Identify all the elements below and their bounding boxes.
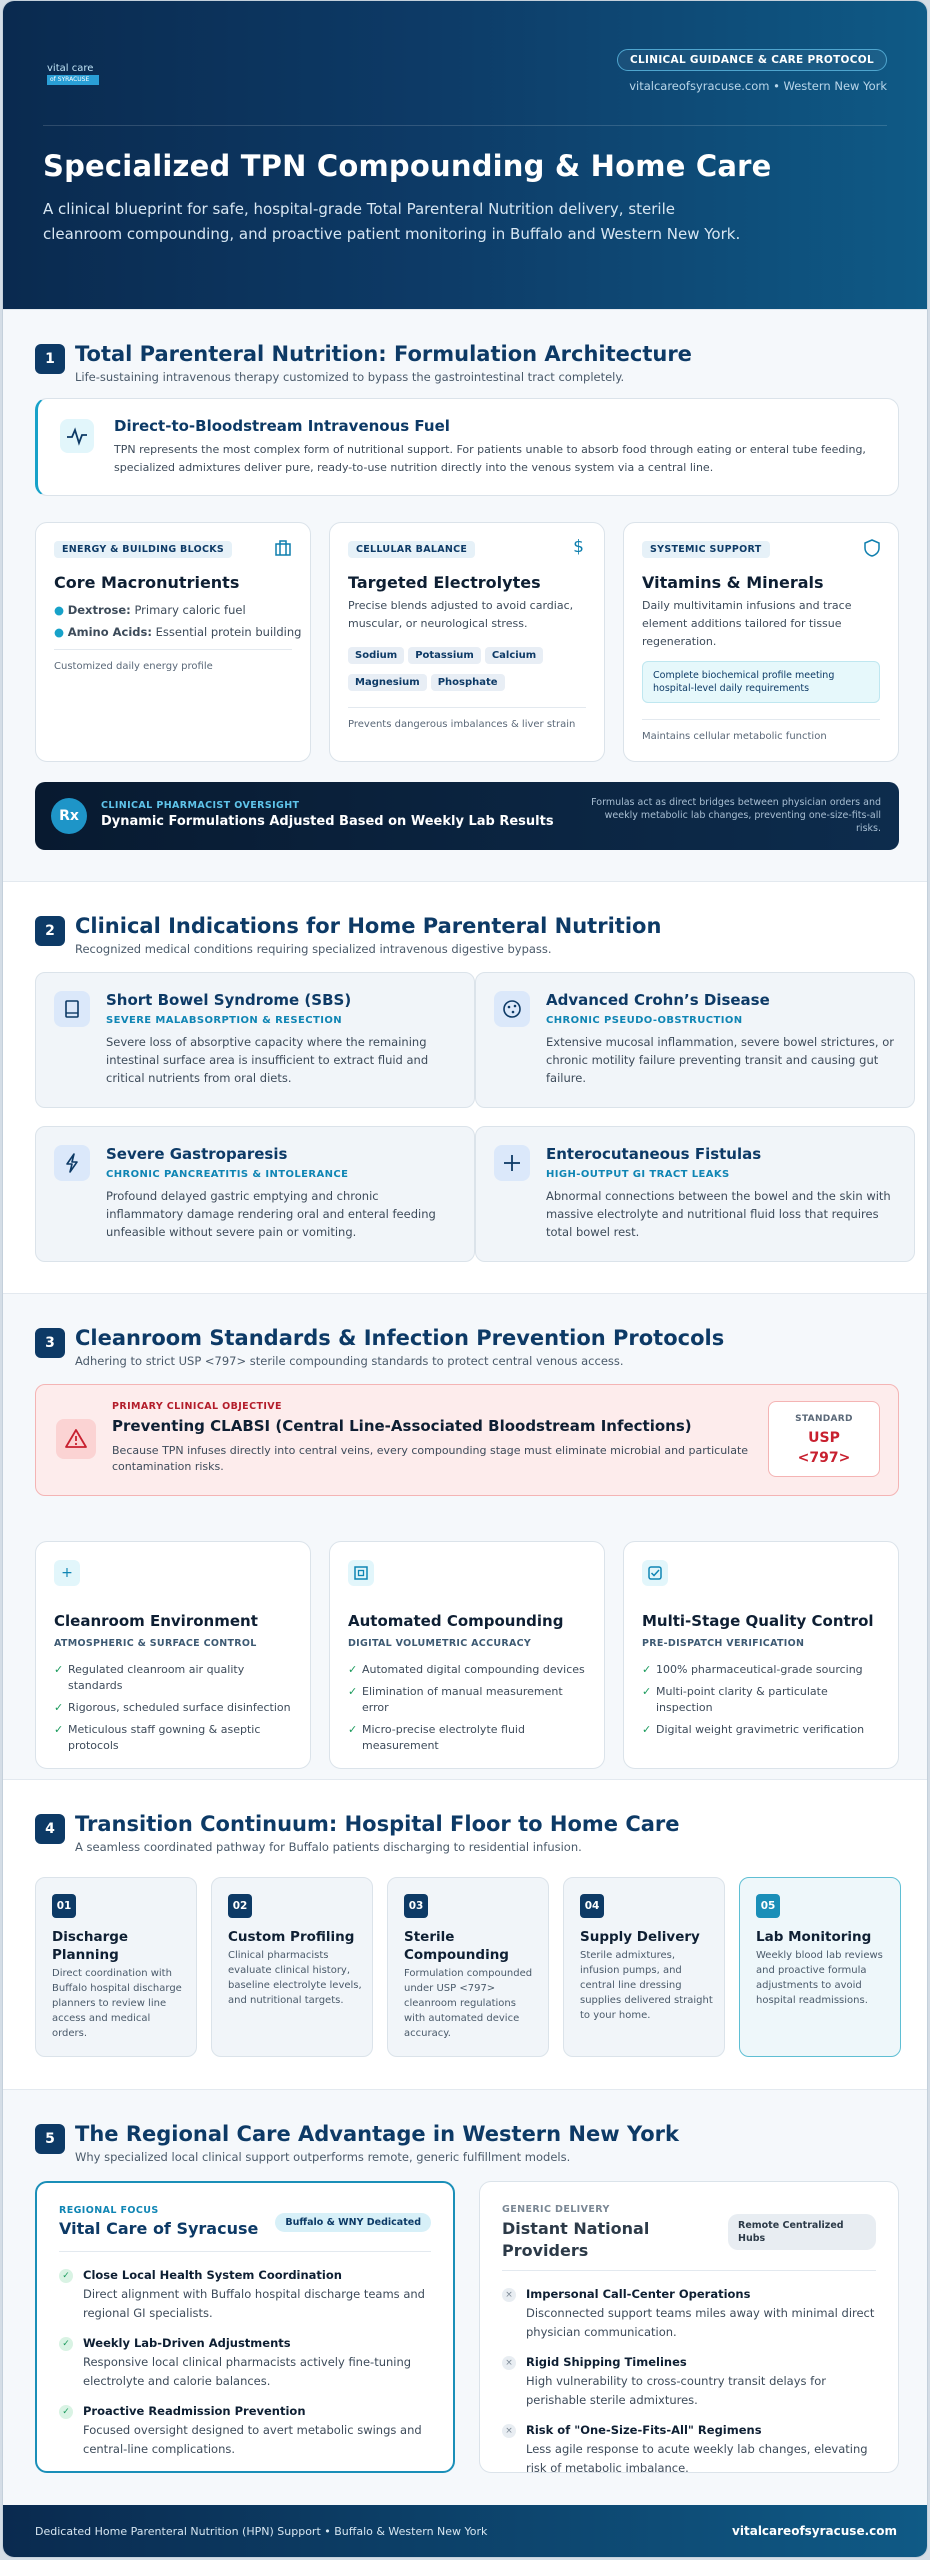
fuel-text: TPN represents the most complex form of nutritional support. For patients unable to absorb food through eating or enteral tube feeding, specialized admixtures deliver pure, ready-to-use nutrition directly into the venous system via a central line. bbox=[114, 443, 866, 474]
card-title: Distant National Providers bbox=[502, 2219, 650, 2260]
fuel-callout bbox=[35, 398, 899, 496]
checklist-item bbox=[348, 1662, 588, 1678]
advantage-item bbox=[59, 2403, 429, 2457]
card-tag: CELLULAR BALANCE bbox=[348, 541, 475, 558]
step-text: Sterile admixtures, infusion pumps, and central line dressing supplies delivered straight to your home. bbox=[580, 1950, 713, 2021]
indication-card-gastroparesis bbox=[35, 1126, 475, 1262]
card-subtitle: DIGITAL VOLUMETRIC ACCURACY bbox=[348, 1638, 532, 1649]
section-subtitle: Recognized medical conditions requiring specialized intravenous digestive bypass. bbox=[75, 942, 552, 956]
check-icon: ✓ bbox=[348, 1663, 358, 1676]
checklist bbox=[348, 1662, 588, 1760]
item-text: Focused oversight designed to avert metabolic swings and central-line complications. bbox=[83, 2423, 422, 2456]
step-text: Formulation compounded under USP <797> cleanroom regulations with automated device accuracy. bbox=[404, 1968, 533, 2039]
check-icon: ✓ bbox=[54, 1701, 64, 1714]
standard-badge bbox=[768, 1401, 880, 1477]
section-number: 4 bbox=[35, 1814, 65, 1844]
card-footnote: Customized daily energy profile bbox=[54, 661, 213, 672]
item-text: Less agile response to acute weekly lab changes, elevating risk of metabolic imbalance. bbox=[526, 2442, 868, 2475]
cookie-icon bbox=[494, 991, 530, 1027]
macro-value: Primary caloric fuel bbox=[134, 603, 246, 617]
step-card bbox=[563, 1877, 725, 2057]
section-subtitle: Why specialized local clinical support outperforms remote, generic fulfillment models. bbox=[75, 2150, 571, 2164]
section-number: 1 bbox=[35, 344, 65, 374]
footer-site-link[interactable]: vitalcareofsyracuse.com bbox=[732, 2524, 897, 2538]
indication-subtitle: HIGH-OUTPUT GI TRACT LEAKS bbox=[546, 1169, 730, 1180]
card-tag: SYSTEMIC SUPPORT bbox=[642, 541, 770, 558]
dedicated-badge: Buffalo & WNY Dedicated bbox=[275, 2213, 431, 2232]
step-number: 01 bbox=[52, 1894, 76, 1918]
cleanroom-environment-card bbox=[35, 1541, 311, 1769]
checklist-item bbox=[54, 1662, 294, 1694]
standard-label: STANDARD bbox=[795, 1414, 853, 1424]
section-formulation bbox=[3, 309, 928, 881]
chip: Sodium bbox=[348, 647, 404, 664]
book-icon bbox=[54, 991, 90, 1027]
x-icon: × bbox=[502, 2356, 516, 2370]
check-square-icon bbox=[642, 1560, 668, 1586]
vitamins-card bbox=[623, 522, 899, 762]
plus-icon: + bbox=[54, 1560, 80, 1586]
dollar-icon: $ bbox=[573, 537, 584, 557]
indication-subtitle: CHRONIC PSEUDO-OBSTRUCTION bbox=[546, 1015, 743, 1026]
banner-kicker: CLINICAL PHARMACIST OVERSIGHT bbox=[101, 800, 300, 811]
checklist bbox=[642, 1662, 882, 1744]
bolt-icon bbox=[54, 1145, 90, 1181]
card-title: Automated Compounding bbox=[348, 1612, 564, 1630]
card-kicker: REGIONAL FOCUS bbox=[59, 2205, 159, 2216]
item-text: Disconnected support teams miles away with minimal direct physician communication. bbox=[526, 2306, 875, 2339]
check-icon: ✓ bbox=[54, 1723, 64, 1736]
check-icon: ✓ bbox=[59, 2405, 73, 2419]
pulse-icon bbox=[60, 419, 94, 453]
step-text: Clinical pharmacists evaluate clinical history, baseline electrolyte levels, and nutritional targets. bbox=[228, 1950, 362, 2006]
step-card bbox=[211, 1877, 373, 2057]
checklist-text: Micro-precise electrolyte fluid measurement bbox=[362, 1723, 525, 1752]
divider bbox=[59, 2251, 431, 2252]
item-title: Weekly Lab-Driven Adjustments bbox=[83, 2336, 291, 2350]
step-card bbox=[387, 1877, 549, 2057]
disadvantage-item bbox=[502, 2354, 882, 2408]
step-number: 03 bbox=[404, 1894, 428, 1918]
card-tag: ENERGY & BUILDING BLOCKS bbox=[54, 541, 232, 558]
section-subtitle: Adhering to strict USP <797> sterile compounding standards to protect central venous access. bbox=[75, 1354, 624, 1368]
card-kicker: GENERIC DELIVERY bbox=[502, 2204, 610, 2215]
check-icon: ✓ bbox=[54, 1663, 64, 1676]
macronutrients-card bbox=[35, 522, 311, 762]
indication-title: Severe Gastroparesis bbox=[106, 1145, 288, 1163]
card-title: Vitamins & Minerals bbox=[642, 573, 824, 592]
item-text: Responsive local clinical pharmacists actively fine-tuning electrolyte and calorie balances. bbox=[83, 2355, 412, 2388]
item-text: Direct alignment with Buffalo hospital discharge teams and regional GI specialists. bbox=[83, 2287, 425, 2320]
card-title: Core Macronutrients bbox=[54, 573, 240, 592]
chip: Magnesium bbox=[348, 674, 427, 691]
disadvantage-item bbox=[502, 2422, 882, 2476]
checklist-item bbox=[54, 1700, 294, 1716]
macro-item-amino: ● Amino Acids: Essential protein building bbox=[54, 625, 302, 639]
indication-text: Abnormal connections between the bowel and the skin with massive electrolyte and nutritional fluid loss that requires total bowel rest. bbox=[546, 1189, 891, 1239]
divider bbox=[642, 719, 880, 720]
section-subtitle: Life-sustaining intravenous therapy customized to bypass the gastrointestinal tract completely. bbox=[75, 370, 625, 384]
checklist-text: Regulated cleanroom air quality standards bbox=[68, 1663, 245, 1692]
check-icon: ✓ bbox=[59, 2337, 73, 2351]
advantage-list bbox=[59, 2267, 429, 2471]
check-icon: ✓ bbox=[642, 1663, 652, 1676]
item-title: Close Local Health System Coordination bbox=[83, 2268, 342, 2282]
section-title: Cleanroom Standards & Infection Prevention Protocols bbox=[75, 1326, 725, 1350]
step-text: Direct coordination with Buffalo hospital discharge planners to review line access and medical orders. bbox=[52, 1968, 182, 2039]
section-title: The Regional Care Advantage in Western New York bbox=[75, 2122, 679, 2146]
indication-title: Short Bowel Syndrome (SBS) bbox=[106, 991, 352, 1009]
alert-text: Because TPN infuses directly into central veins, every compounding stage must eliminate microbial and particulate contamination risks. bbox=[112, 1444, 749, 1473]
local-provider-card bbox=[35, 2181, 455, 2473]
check-icon: ✓ bbox=[642, 1723, 652, 1736]
page bbox=[2, 0, 928, 2558]
macro-item-dextrose: ● Dextrose: Primary caloric fuel bbox=[54, 603, 246, 617]
checklist-item bbox=[642, 1662, 882, 1678]
clabsi-alert bbox=[35, 1384, 899, 1496]
card-footnote: Maintains cellular metabolic function bbox=[642, 731, 827, 742]
card-footnote: Prevents dangerous imbalances & liver strain bbox=[348, 719, 576, 730]
checklist-text: Digital weight gravimetric verification bbox=[656, 1723, 865, 1736]
card-subtitle: PRE-DISPATCH VERIFICATION bbox=[642, 1638, 805, 1649]
section-number: 3 bbox=[35, 1328, 65, 1358]
national-provider-card bbox=[479, 2181, 899, 2473]
check-icon: ✓ bbox=[348, 1685, 358, 1698]
section-subtitle: A seamless coordinated pathway for Buffalo patients discharging to residential infusion. bbox=[75, 1840, 582, 1854]
advantage-item bbox=[59, 2335, 429, 2389]
section-title: Transition Continuum: Hospital Floor to Home Care bbox=[75, 1812, 680, 1836]
automated-compounding-card bbox=[329, 1541, 605, 1769]
hero-site-link[interactable]: vitalcareofsyracuse.com • Western New York bbox=[629, 79, 887, 93]
card-title: Vital Care of Syracuse bbox=[59, 2219, 259, 2238]
checklist-text: 100% pharmaceutical-grade sourcing bbox=[656, 1663, 863, 1676]
divider bbox=[502, 2270, 876, 2271]
step-number: 04 bbox=[580, 1894, 604, 1918]
building-icon bbox=[274, 539, 292, 561]
macro-label: Dextrose: bbox=[67, 603, 131, 617]
standard-value: USP <797> bbox=[797, 1430, 851, 1466]
checklist-text: Meticulous staff gowning & aseptic protocols bbox=[68, 1723, 261, 1752]
alert-kicker: PRIMARY CLINICAL OBJECTIVE bbox=[112, 1401, 282, 1412]
shield-icon bbox=[864, 539, 880, 561]
card-title: Cleanroom Environment bbox=[54, 1612, 258, 1630]
check-icon: ✓ bbox=[348, 1723, 358, 1736]
checklist-text: Multi-point clarity & particulate inspection bbox=[656, 1685, 828, 1714]
step-title: Lab Monitoring bbox=[756, 1929, 872, 1945]
advantage-item bbox=[59, 2267, 429, 2321]
section-title: Clinical Indications for Home Parenteral Nutrition bbox=[75, 914, 662, 938]
section-number: 5 bbox=[35, 2124, 65, 2154]
indication-card-sbs bbox=[35, 972, 475, 1108]
step-card bbox=[35, 1877, 197, 2057]
x-icon: × bbox=[502, 2424, 516, 2438]
divider bbox=[348, 707, 586, 708]
indication-title: Enterocutaneous Fistulas bbox=[546, 1145, 762, 1163]
disadvantage-list bbox=[502, 2286, 882, 2490]
quality-control-card bbox=[623, 1541, 899, 1769]
step-text: Weekly blood lab reviews and proactive formula adjustments to avoid hospital readmissions. bbox=[756, 1950, 883, 2006]
banner-text: Formulas act as direct bridges between physician orders and weekly metabolic lab changes, preventing one-size-fits-all risks. bbox=[591, 797, 881, 834]
card-subtitle: ATMOSPHERIC & SURFACE CONTROL bbox=[54, 1638, 257, 1649]
logo-subtext: of SYRACUSE bbox=[47, 75, 99, 85]
step-number: 05 bbox=[756, 1894, 780, 1918]
footer-text: Dedicated Home Parenteral Nutrition (HPN) Support • Buffalo & Western New York bbox=[35, 2525, 488, 2538]
requirements-note: Complete biochemical profile meeting hospital-level daily requirements bbox=[642, 661, 880, 703]
checklist-item bbox=[348, 1684, 588, 1716]
chip: Calcium bbox=[485, 647, 543, 664]
logo[interactable] bbox=[47, 63, 99, 85]
step-card-active bbox=[739, 1877, 901, 2057]
section-title: Total Parenteral Nutrition: Formulation Architecture bbox=[75, 342, 692, 366]
card-title: Targeted Electrolytes bbox=[348, 573, 541, 592]
pharmacist-banner bbox=[35, 782, 899, 850]
checklist-item bbox=[54, 1722, 294, 1754]
alert-title: Preventing CLABSI (Central Line-Associated Bloodstream Infections) bbox=[112, 1417, 692, 1435]
section-indications bbox=[3, 881, 928, 1293]
checklist-item bbox=[348, 1722, 588, 1754]
indication-text: Extensive mucosal inflammation, severe bowel strictures, or chronic motility failure preventing transit and causing gut failure. bbox=[546, 1035, 894, 1085]
step-number: 02 bbox=[228, 1894, 252, 1918]
macro-value: Essential protein building bbox=[155, 625, 302, 639]
page-description: A clinical blueprint for safe, hospital-grade Total Parenteral Nutrition delivery, sterile cleanroom compounding, and proactive patient monitoring in Buffalo and Western New York. bbox=[43, 200, 741, 243]
divider bbox=[43, 125, 887, 126]
indication-card-crohns bbox=[475, 972, 915, 1108]
card-text: Daily multivitamin infusions and trace element additions tailored for tissue regeneration. bbox=[642, 599, 852, 648]
checklist bbox=[54, 1662, 294, 1760]
check-icon: ✓ bbox=[642, 1685, 652, 1698]
protocol-badge: CLINICAL GUIDANCE & CARE PROTOCOL bbox=[617, 49, 887, 71]
card-text: Precise blends adjusted to avoid cardiac, muscular, or neurological stress. bbox=[348, 599, 574, 630]
footer bbox=[3, 2505, 928, 2558]
rx-badge: Rx bbox=[51, 798, 87, 834]
electrolyte-chips bbox=[348, 643, 588, 697]
checklist-item bbox=[642, 1684, 882, 1716]
checklist-item bbox=[642, 1722, 882, 1738]
indication-card-fistulas bbox=[475, 1126, 915, 1262]
remote-badge: Remote Centralized Hubs bbox=[728, 2214, 876, 2250]
page-title: Specialized TPN Compounding & Home Care bbox=[43, 149, 772, 183]
chip: Phosphate bbox=[431, 674, 505, 691]
item-title: Proactive Readmission Prevention bbox=[83, 2404, 306, 2418]
hero-header bbox=[3, 1, 927, 309]
indication-subtitle: CHRONIC PANCREATITIS & INTOLERANCE bbox=[106, 1169, 349, 1180]
item-title: Risk of "One-Size-Fits-All" Regimens bbox=[526, 2423, 762, 2437]
disadvantage-item bbox=[502, 2286, 882, 2340]
section-number: 2 bbox=[35, 916, 65, 946]
fuel-title: Direct-to-Bloodstream Intravenous Fuel bbox=[114, 417, 450, 435]
item-title: Rigid Shipping Timelines bbox=[526, 2355, 687, 2369]
plus-icon bbox=[494, 1145, 530, 1181]
card-title: Multi-Stage Quality Control bbox=[642, 1612, 874, 1630]
warning-icon bbox=[56, 1419, 96, 1459]
x-icon: × bbox=[502, 2288, 516, 2302]
indication-text: Profound delayed gastric emptying and chronic inflammatory damage rendering oral and enteral feeding unfeasible without severe pain or vomiting. bbox=[106, 1189, 436, 1239]
item-title: Impersonal Call-Center Operations bbox=[526, 2287, 751, 2301]
check-icon: ✓ bbox=[59, 2269, 73, 2283]
indication-text: Severe loss of absorptive capacity where the remaining intestinal surface area is insufficient to extract fluid and critical nutrients from oral diets. bbox=[106, 1035, 429, 1085]
step-title: Custom Profiling bbox=[228, 1929, 355, 1945]
step-title: Discharge Planning bbox=[52, 1929, 129, 1963]
checklist-text: Rigorous, scheduled surface disinfection bbox=[68, 1701, 291, 1714]
checklist-text: Automated digital compounding devices bbox=[362, 1663, 585, 1676]
indication-subtitle: SEVERE MALABSORPTION & RESECTION bbox=[106, 1015, 342, 1026]
indication-title: Advanced Crohn’s Disease bbox=[546, 991, 770, 1009]
item-text: High vulnerability to cross-country transit delays for perishable sterile admixtures. bbox=[526, 2374, 826, 2407]
checklist-text: Elimination of manual measurement error bbox=[362, 1685, 563, 1714]
logo-text: vital care bbox=[47, 63, 94, 74]
macro-label: Amino Acids: bbox=[67, 625, 152, 639]
chip: Potassium bbox=[408, 647, 481, 664]
divider bbox=[54, 649, 292, 650]
banner-title: Dynamic Formulations Adjusted Based on Weekly Lab Results bbox=[101, 814, 554, 829]
step-title: Supply Delivery bbox=[580, 1929, 700, 1945]
step-title: Sterile Compounding bbox=[404, 1929, 509, 1963]
chip-icon bbox=[348, 1560, 374, 1586]
electrolytes-card bbox=[329, 522, 605, 762]
